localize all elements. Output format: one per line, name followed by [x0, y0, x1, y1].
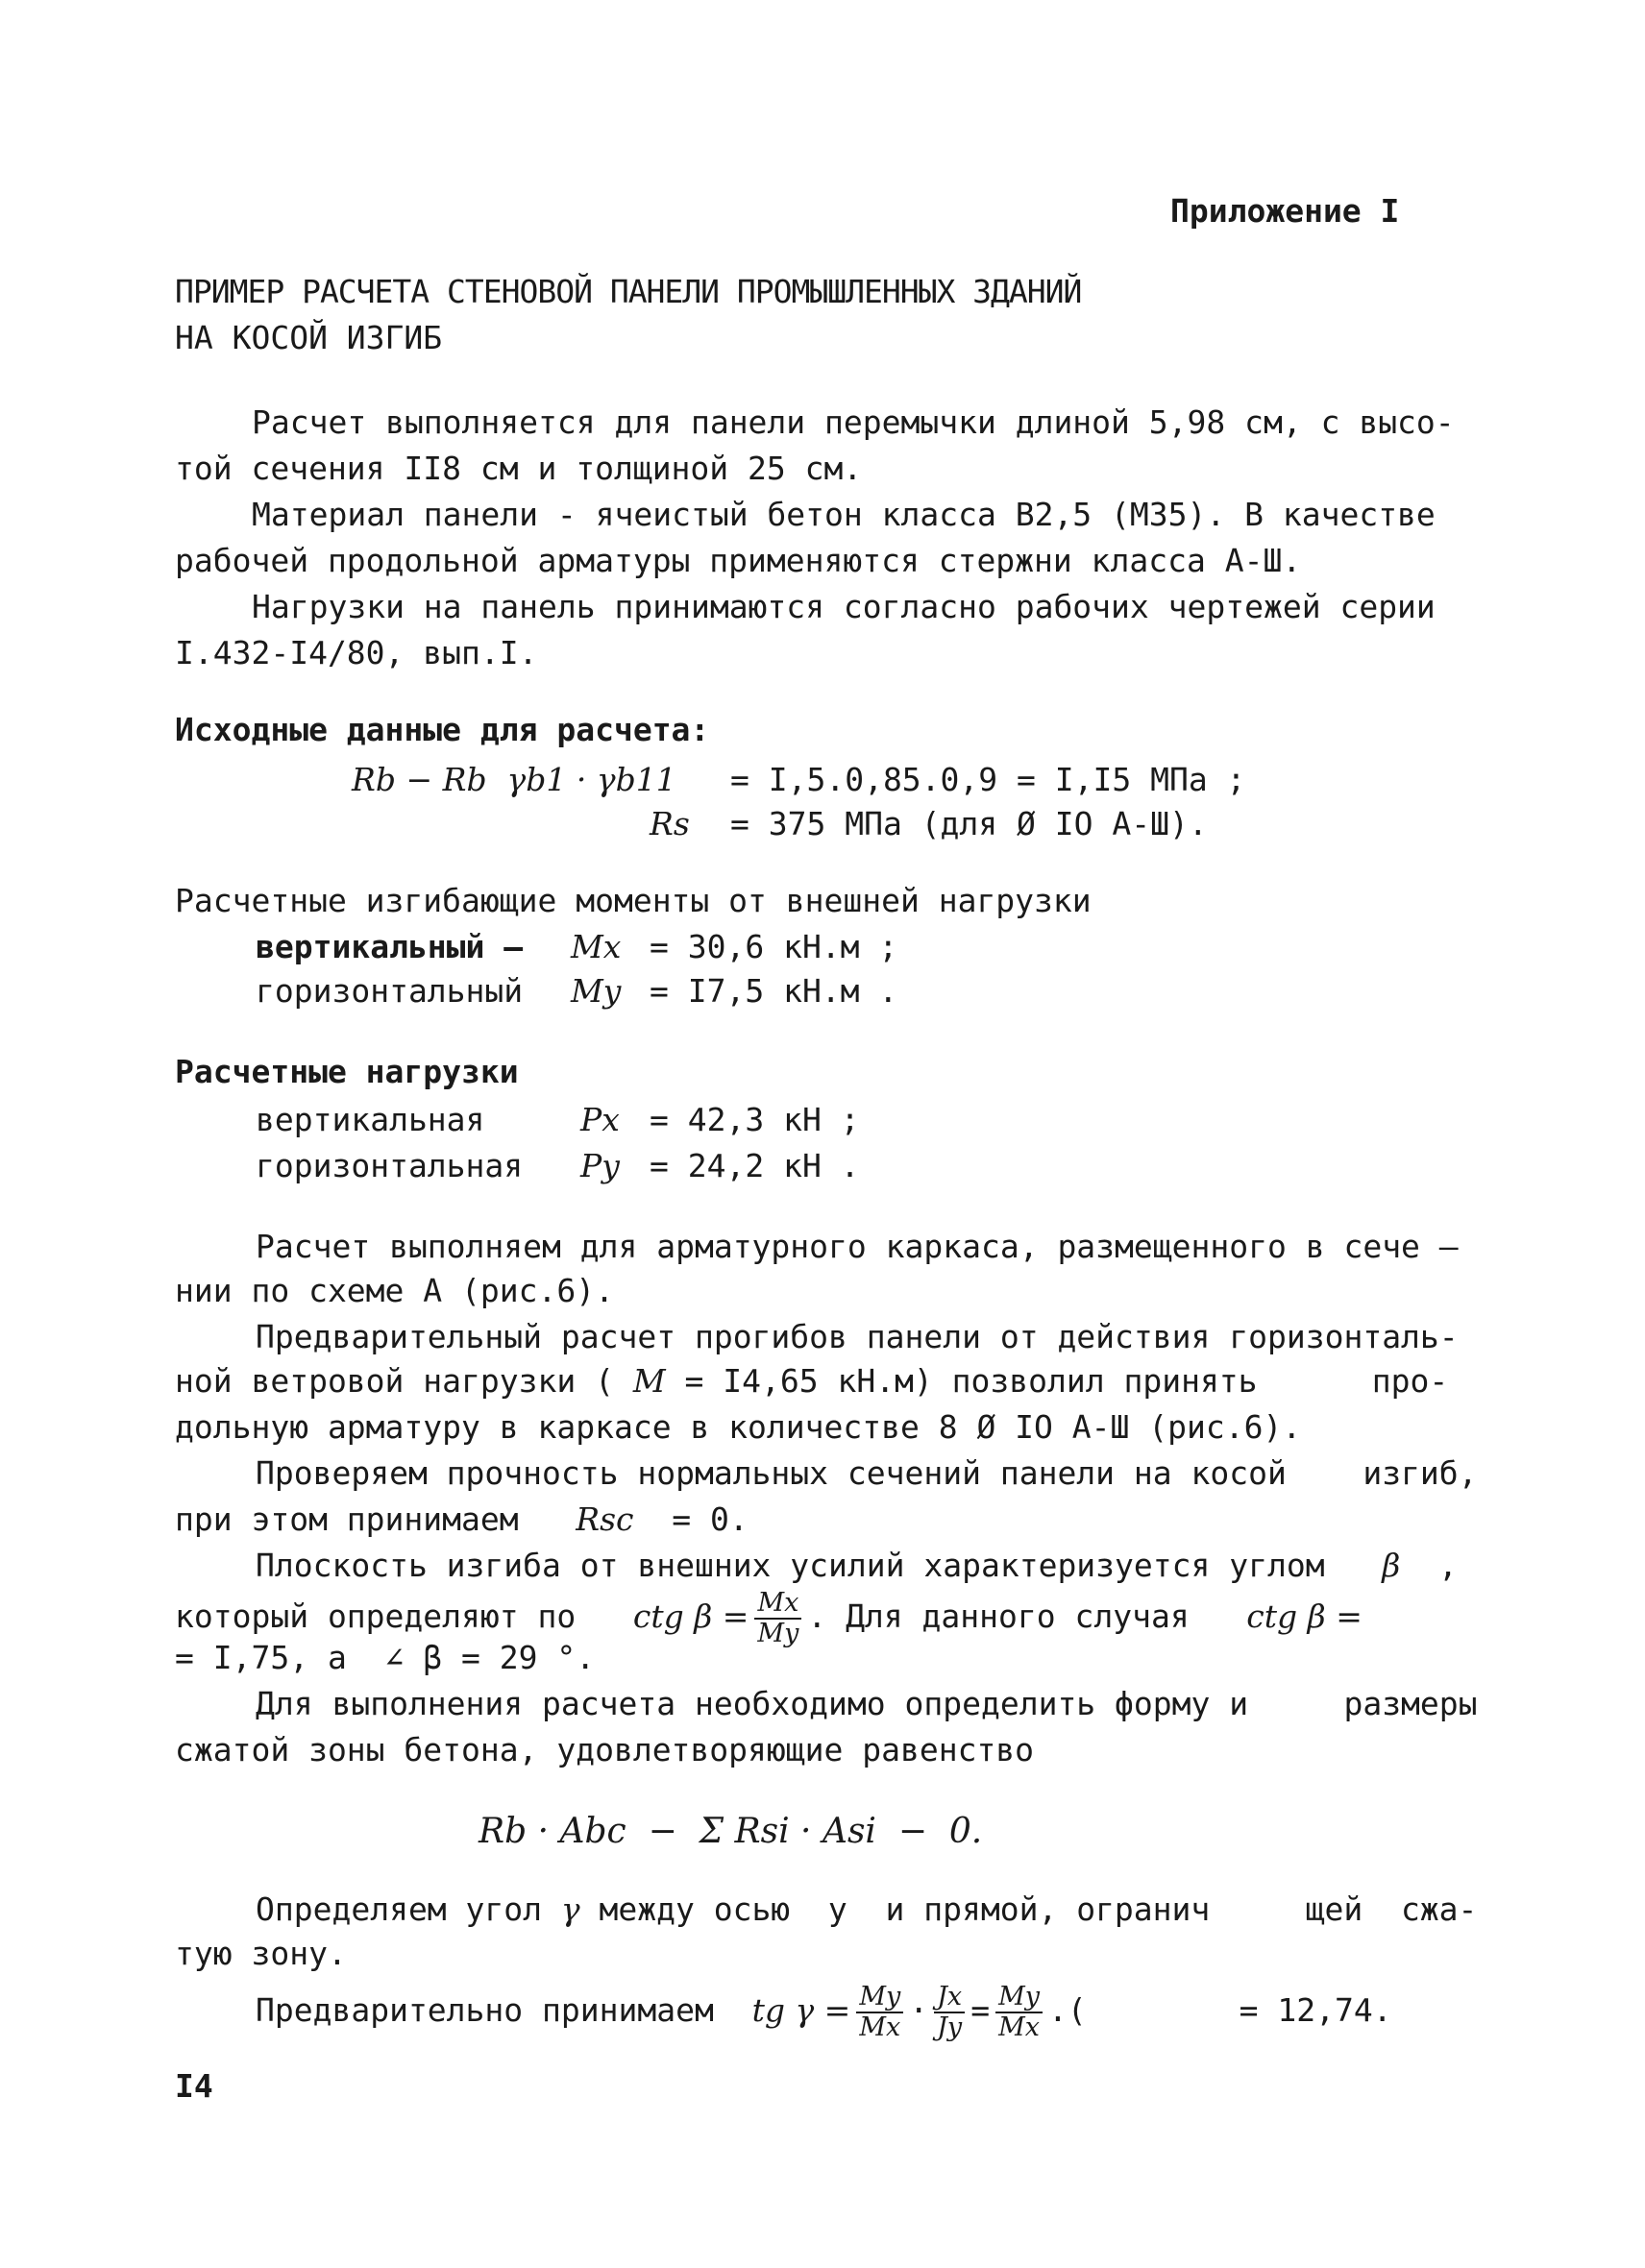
loads-heading: Расчетные нагрузки [175, 1053, 519, 1090]
body-p2-prefix: ной ветровой нагрузки ( [175, 1362, 614, 1400]
load-vertical-value: = 42,3 кН ; [650, 1101, 860, 1138]
body-p4-line3: = I,75, а ∠ β = 29 °. [175, 1639, 596, 1676]
moment-vertical-value: = 30,6 кН.м ; [650, 928, 898, 965]
ctg-fraction-den: My [757, 1618, 799, 1648]
title-line-2: НА КОСОЙ ИЗГИБ [175, 319, 443, 356]
body-p2-line3: дольную арматуру в каркасе в количестве 8 Ø IO А-Ш (рис.6). [175, 1408, 1302, 1446]
intro-line-2: той сечения II8 см и толщиной 25 см. [175, 450, 863, 487]
body-p4-line1: Плоскость изгиба от внешних усилий характеризуется углом β , [256, 1547, 1458, 1584]
appendix-label: Приложение I [1170, 192, 1400, 230]
body-p2-line2 [175, 1360, 1448, 1402]
moment-horizontal-label: горизонтальный [256, 972, 524, 1010]
load-horizontal-value: = 24,2 кН . [650, 1147, 860, 1184]
ctg-fraction [754, 1589, 801, 1647]
body-p4-prefix: который определяют по [175, 1597, 577, 1636]
body-p4-ctg: ctg β = [632, 1597, 749, 1636]
body-p6-line2: тую зону. [175, 1935, 347, 1972]
intro-line-4: рабочей продольной арматуры применяются стержни класса А-Ш. [175, 542, 1302, 579]
intro-line-3: Материал панели - ячеистый бетон класса В2,5 (М35). В качестве [252, 496, 1436, 533]
intro-line-6: I.432-I4/80, вып.I. [175, 634, 538, 671]
load-horizontal-symbol: Py [580, 1147, 620, 1184]
main-equation: Rb · Abc − Σ Rsi · Asi − 0. [479, 1812, 983, 1851]
body-p2-symbol: M [632, 1362, 666, 1400]
body-p5-line2: сжатой зоны бетона, удовлетворяющие равенство [175, 1731, 1035, 1768]
body-p4-text: Плоскость изгиба от внешних усилий характеризуется углом [256, 1547, 1325, 1584]
body-p2-suffix: = I4,65 кН.м) позволил принять про- [684, 1362, 1449, 1400]
body-p3-suffix: = 0. [672, 1500, 749, 1538]
load-vertical-label: вертикальная [256, 1101, 485, 1138]
tg-fraction-1-den: Mx [859, 2012, 901, 2042]
body-p6-suffix: между осью y и прямой, огранич щей сжа- [599, 1890, 1478, 1928]
load-horizontal-label: горизонтальная [256, 1147, 524, 1184]
intro-line-5: Нагрузки на панель принимаются согласно рабочих чертежей серии [252, 588, 1436, 625]
moment-horizontal-symbol: My [571, 972, 622, 1010]
body-p3-line2 [175, 1499, 749, 1541]
moment-vertical-symbol: Mx [571, 928, 622, 965]
intro-line-1: Расчет выполняется для панели перемычки длиной 5,98 см, с высо- [252, 403, 1455, 441]
tg-fraction-1 [856, 1983, 903, 2041]
body-p4-mid: . Для данного случая [807, 1597, 1190, 1636]
moments-heading: Расчетные изгибающие моменты от внешней нагрузки [175, 882, 1092, 919]
ctg-fraction-num: Mx [754, 1589, 801, 1620]
body-p5-line1: Для выполнения расчета необходимо определить форму и размеры [256, 1685, 1478, 1722]
body-p7-line: Предварительно принимаем tg γ = $\frac{My}{Mx}$ · $\frac{Jx}{Jy}$ = $\frac{My}{Mx}$ .( = 12,74. [256, 1981, 1392, 2042]
body-p4-beta: β [1382, 1547, 1401, 1584]
body-p4-ctg-2: ctg β = [1246, 1597, 1363, 1636]
body-p3-prefix: при этом принимаем [175, 1500, 519, 1538]
page-number: I4 [175, 2067, 213, 2105]
body-p6-prefix: Определяем угол [256, 1890, 543, 1928]
source-formula-lhs: Rb − Rb γb1 · γb11 [352, 761, 676, 798]
body-p2-line1: Предварительный расчет прогибов панели от действия горизонталь- [256, 1318, 1459, 1355]
tg-fraction-2-den: Jy [937, 2012, 963, 2042]
tg-fraction-2 [934, 1983, 965, 2041]
body-p7-end: = 12,74. [1239, 1991, 1392, 2029]
moment-vertical-label: вертикальный – [256, 928, 524, 965]
body-p7-prefix: Предварительно принимаем [256, 1991, 714, 2029]
body-p1-line2: нии по схеме А (рис.6). [175, 1272, 614, 1309]
load-vertical-symbol: Px [580, 1101, 620, 1138]
body-p3-line1: Проверяем прочность нормальных сечений панели на косой изгиб, [256, 1454, 1478, 1492]
tg-fraction-2-num: Jx [934, 1983, 965, 2013]
body-p1-line1: Расчет выполняем для арматурного каркаса, размещенного в сече – [256, 1228, 1459, 1265]
rs-symbol: Rs [650, 805, 690, 842]
title-line-1: ПРИМЕР РАСЧЕТА СТЕНОВОЙ ПАНЕЛИ ПРОМЫШЛЕННЫХ ЗДАНИЙ [175, 273, 1082, 310]
body-p3-symbol: Rsc [576, 1500, 634, 1538]
tg-fraction-3 [995, 1983, 1043, 2041]
tg-fraction-3-num: My [995, 1983, 1043, 2013]
body-p7-tg: tg γ = [751, 1991, 851, 2029]
body-p6-gamma: γ [560, 1890, 580, 1928]
moment-horizontal-value: = I7,5 кН.м . [650, 972, 898, 1010]
tg-fraction-3-den: Mx [998, 2012, 1040, 2042]
source-data-heading: Исходные данные для расчета: [175, 711, 710, 748]
source-formula-rhs: = I,5.0,85.0,9 = I,I5 МПа ; [730, 761, 1246, 798]
rs-value: = 375 МПа (для Ø IO А-Ш). [730, 805, 1208, 842]
tg-fraction-1-num: My [856, 1983, 903, 2013]
body-p6-line1 [256, 1889, 1477, 1931]
